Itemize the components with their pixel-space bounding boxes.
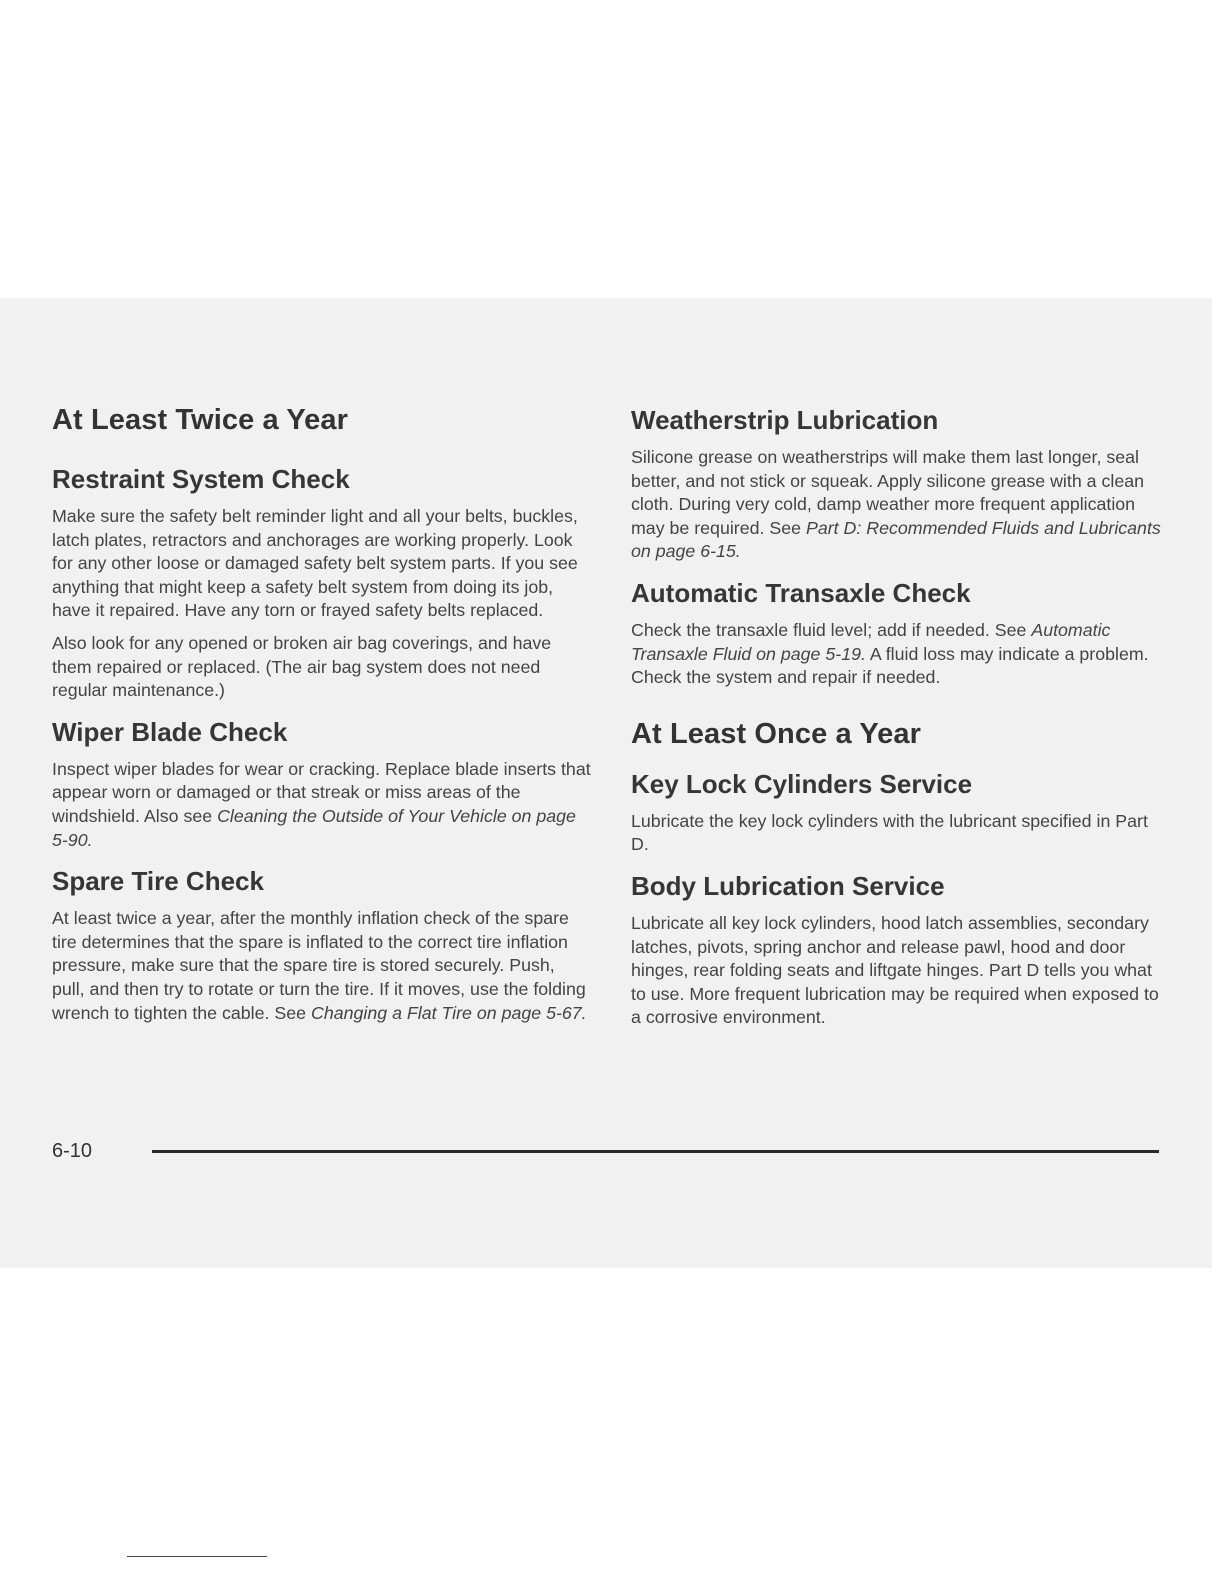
transaxle-paragraph — [631, 619, 1161, 690]
key-lock-cylinders-title: Key Lock Cylinders Service — [631, 768, 973, 799]
keylock-paragraph: Lubricate the key lock cylinders with the lubricant specified in Part D. — [631, 810, 1148, 855]
stray-rule — [127, 1556, 267, 1557]
weatherstrip-cross-reference: Part D: Recommended Fluids and Lubricants on page 6-15. — [631, 517, 1161, 562]
body-lubrication-paragraph: Lubricate all key lock cylinders, hood latch assemblies, secondary latches, pivots, spring anchor and release pawl, hood and door hinges, rear folding seats and liftgate hinges. Part D tells you what to use. More frequent lubrication may be required when exposed to a corrosive environment. — [631, 912, 1159, 1028]
footer-rule — [152, 1150, 1159, 1153]
restraint-paragraph-2: Also look for any opened or broken air bag coverings, and have them repaired or replaced. (The air bag system does not need regular maintenance.) — [52, 632, 552, 701]
wiper-paragraph — [52, 758, 592, 852]
transaxle-text-before: Check the transaxle fluid level; add if needed. See — [631, 619, 1027, 640]
weatherstrip-paragraph — [631, 446, 1161, 564]
transaxle-cross-reference: Automatic Transaxle Fluid on page 5-19. — [631, 619, 1111, 664]
wiper-cross-reference: Cleaning the Outside of Your Vehicle on page 5-90. — [52, 805, 576, 850]
restraint-system-check-title: Restraint System Check — [52, 464, 350, 494]
restraint-paragraph-1: Make sure the safety belt reminder light and all your belts, buckles, latch plates, retractors and anchorages are working properly. Look for any other loose or damaged safety belt system parts. If you see anything that might keep a safety belt system from doing its job, have it repaired. Have any torn or frayed safety belts replaced. — [52, 506, 578, 621]
left-column — [52, 398, 592, 1034]
automatic-transaxle-check-title: Automatic Transaxle Check — [631, 577, 971, 608]
wiper-text: Inspect wiper blades for wear or cracking. Replace blade inserts that appear worn or damaged or that streak or miss areas of the windshield. Also see — [52, 758, 591, 826]
section-heading-twice-a-year: At Least Twice a Year — [52, 404, 349, 436]
section-heading-once-a-year: At Least Once a Year — [631, 717, 922, 750]
wiper-blade-check-title: Wiper Blade Check — [52, 716, 288, 747]
weatherstrip-text: Silicone grease on weatherstrips will make them last longer, seal better, and not stick or squeak. Apply silicone grease with a clean cloth. During very cold, damp weather more frequent application may be required. See — [631, 447, 1144, 538]
spare-tire-check-title: Spare Tire Check — [52, 866, 264, 897]
weatherstrip-lubrication-title: Weatherstrip Lubrication — [631, 405, 939, 435]
spare-paragraph — [52, 907, 592, 1025]
spare-cross-reference: Changing a Flat Tire on page 5-67. — [311, 1002, 587, 1023]
page-number: 6-10 — [52, 1140, 93, 1162]
body-lubrication-title: Body Lubrication Service — [631, 870, 945, 901]
right-column — [631, 400, 1161, 1039]
spare-text: At least twice a year, after the monthly inflation check of the spare tire determines that the spare is inflated to the correct tire inflation pressure, make sure that the spare tire is stored securely. Push, pull, and then try to rotate or turn the tire. If it moves, use the folding wrench to tighten the cable. See — [52, 908, 586, 1023]
transaxle-text-after: A fluid loss may indicate a problem. Check the system and repair if needed. — [631, 643, 1149, 688]
